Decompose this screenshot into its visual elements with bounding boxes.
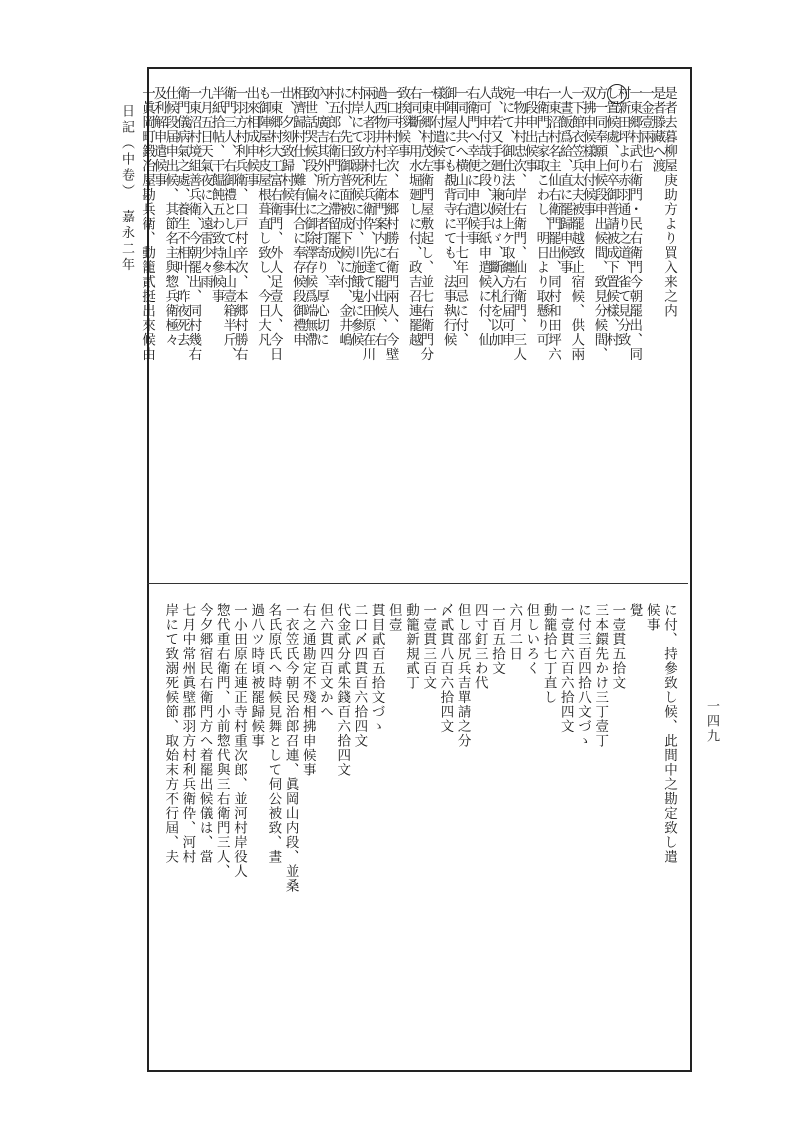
lower-column: 一百五拾文 [489, 603, 505, 676]
lower-column: 六月二日 [506, 603, 523, 661]
upper-column: 哉、若又手廻り兼候はゞ、斷入札を以加 [487, 86, 503, 347]
lower-column: 今夕郷宿民右衛門方へ着罷出候儀は、當 [196, 603, 213, 864]
upper-column: 一物井村忠次、岸右衛門、仙右衛門、三人 [510, 86, 527, 362]
upper-column: 人可申付哉之段、以手紙申遣候に付、仙 [475, 86, 492, 347]
upper-column: 出、夕刻致歸村候事 [278, 86, 295, 217]
upper-column: 右同斷、用水堀廻しに付、政吉召連罷越 [405, 86, 422, 347]
upper-column: 右衛門古家取こわし、明日より取懸り可 [533, 86, 550, 347]
upper-column: 相濟歸村仕、難有仕合に奉存候段御禮申 [289, 86, 306, 347]
upper-column: も御陣屋杉皮屋根葺直し致し、今日大凡 [255, 86, 271, 347]
lower-column: 岸にて致溺死候節、取始末方不行屆、夫 [162, 603, 179, 864]
lower-column: 但壹 [385, 603, 402, 632]
upper-column: 是者滕藏へ渡 [649, 86, 666, 173]
lower-column: 一壹貫三百文 [420, 603, 437, 690]
lower-column: 右之通勘定不殘相拂申候事 [299, 603, 316, 777]
upper-column: 一東沼村名主仙右衛門罷出、同村和田坪六 [545, 86, 561, 362]
upper-column: 致挨拶候事 [394, 86, 411, 159]
upper-column: に付、先日御普面被成下候に付、金井嶋 [336, 86, 353, 347]
lower-column: 候事 [643, 603, 660, 632]
lower-column: に付三百四拾八文づゝ [575, 603, 591, 748]
lower-column: 七月中常州眞壁郡羽方村利兵衛伜、河村 [179, 603, 196, 864]
lower-column: 但六貫四百文かへ [317, 603, 333, 719]
lower-column: 覺 [626, 603, 643, 618]
upper-column: 一眞岡町鍛冶屋勘兵衛、動籠貳挺出來候由 [139, 86, 155, 362]
upper-column: 人晝飯爲給、直に罷歸申候事 [556, 86, 573, 275]
upper-column: 一東沼村境組善兵衛、今朝罷出、同村幾右 [185, 86, 202, 362]
upper-column: 致世話哭候段、偏に御除澤存候爲端無滯 [301, 86, 318, 347]
lower-column: 但し邵尻兵吉單請之分 [454, 603, 471, 748]
upper-column: 一東郷村大工富右衛門、外人足壹人、今日 [266, 86, 283, 362]
lower-column: 四寸釘三わ代 [471, 603, 488, 690]
upper-column: 是者去暮柳屋庚助方より買入来之内 [661, 86, 677, 318]
lower-column: 〆貳貫八百六拾四文 [437, 603, 454, 734]
upper-column: 村五郎右衛門方に滯留罷成、幸 [324, 86, 341, 289]
horizontal-divider [147, 583, 688, 584]
lower-column: 過八ツ時頃被罷歸候事 [248, 603, 265, 748]
upper-column: 仕候段届申出候、其節名主與惣兵衛極々 [162, 86, 179, 347]
upper-column: 樣申付遣候事 [429, 86, 445, 173]
upper-column: 一同人共へ横山司右平十七年回忌に付、 [452, 86, 469, 347]
upper-column: 九月五日天氣夜に入遠雷少々雨 [197, 86, 213, 289]
upper-column: 一口戸村辛次、本郷村勝右衛門兩人、今壁 [382, 86, 399, 362]
upper-column: 宛にて、御仕法向仕上ケ取纏方行届可申 [498, 86, 515, 347]
upper-column: 衛門三人、右御禮として山本山壹箱半斤、 [220, 86, 237, 362]
lower-column: 動籠新規貳丁 [403, 603, 419, 690]
lower-column: 貫目貳百五拾文づゝ [368, 603, 385, 734]
upper-column: 一東郷村武右衛門・民右衛門今朝罷出、同 [626, 86, 643, 362]
upper-column: 申段申出候事 [521, 86, 538, 173]
upper-column: 右衛門へ幸便に申遣候事 [463, 86, 480, 246]
upper-column: 內、廣吉其外所々之者打寄り、厚心切に [313, 86, 329, 347]
upper-column: 一東郷村茂左衛門屋敷起し、並七右衛門分 [417, 86, 434, 362]
upper-column: 双拂申候樣申付候事 [579, 86, 596, 217]
lower-column: 但しいろく [523, 603, 540, 676]
running-head: 日記（中卷） 嘉永二年 [119, 104, 134, 274]
upper-column: 一金壹兩也 [637, 86, 654, 159]
upper-column: 及利解申遣候事 [150, 86, 167, 188]
lower-column: 一壹貫六百六拾四文 [557, 603, 574, 734]
upper-column: 出來相成申候事 [243, 86, 260, 188]
upper-column: 一羽方村利兵衛、口戸村辛次、本郷村勝右 [231, 86, 248, 362]
lower-column: 動籠拾七丁直し [540, 603, 557, 705]
lower-column: 三本鐶先かけ三丁壹丁 [592, 603, 609, 748]
lower-column: 一衣笠氏今朝民治郎召連、眞岡山内段、並桑 [282, 603, 299, 893]
upper-column: 御陣屋にても覩背寺にても、法事執行候 [440, 86, 457, 347]
upper-column: 村新田坪より赤羽通り之道、雀て見分致 [614, 86, 631, 347]
upper-column: 過西物井村七左衛門案内にて罷出候、右 [371, 86, 387, 347]
lower-column: 名氏原氏へ時候見舞として伺公被致、晝 [265, 603, 282, 864]
lower-column: 二口〆四貫百六拾四文 [351, 603, 368, 748]
upper-column: 方一同奉願上候段申出候間、致見分候間、 [591, 86, 608, 362]
upper-column: 一下館衣笠兵太夫被罷越致止宿候、供人兩 [568, 86, 585, 362]
lower-column: 惣代重右衛門、小前惣代與三右衛門三人、 [213, 603, 230, 879]
page-number: 一四九 [704, 699, 719, 744]
upper-column: 村岸にて致溺死候に付、川施餓鬼に參候 [347, 86, 364, 347]
lower-column: 一壹貫五拾文 [609, 603, 626, 690]
upper-column: 兩人者羽方村利兵衛伜、先達て小田原在川 [359, 86, 376, 362]
lower-column: 代金貳分貳朱錢百六拾四文 [334, 603, 351, 777]
upper-column: 衛門儀病氣之處、養生不相叶、昨夜死去 [173, 86, 190, 347]
lower-column: 一小田原在連正寺村重次郎、並河村岸役人 [231, 603, 247, 879]
lower-column: に付、持參致し候、此間中之勘定致し遣 [661, 603, 677, 864]
upper-column: し置候處、何卒御普請被成下置候樣、村 [603, 86, 619, 347]
upper-column: 半紙拾帖、干饂飩五わ致持參候事 [208, 86, 225, 304]
